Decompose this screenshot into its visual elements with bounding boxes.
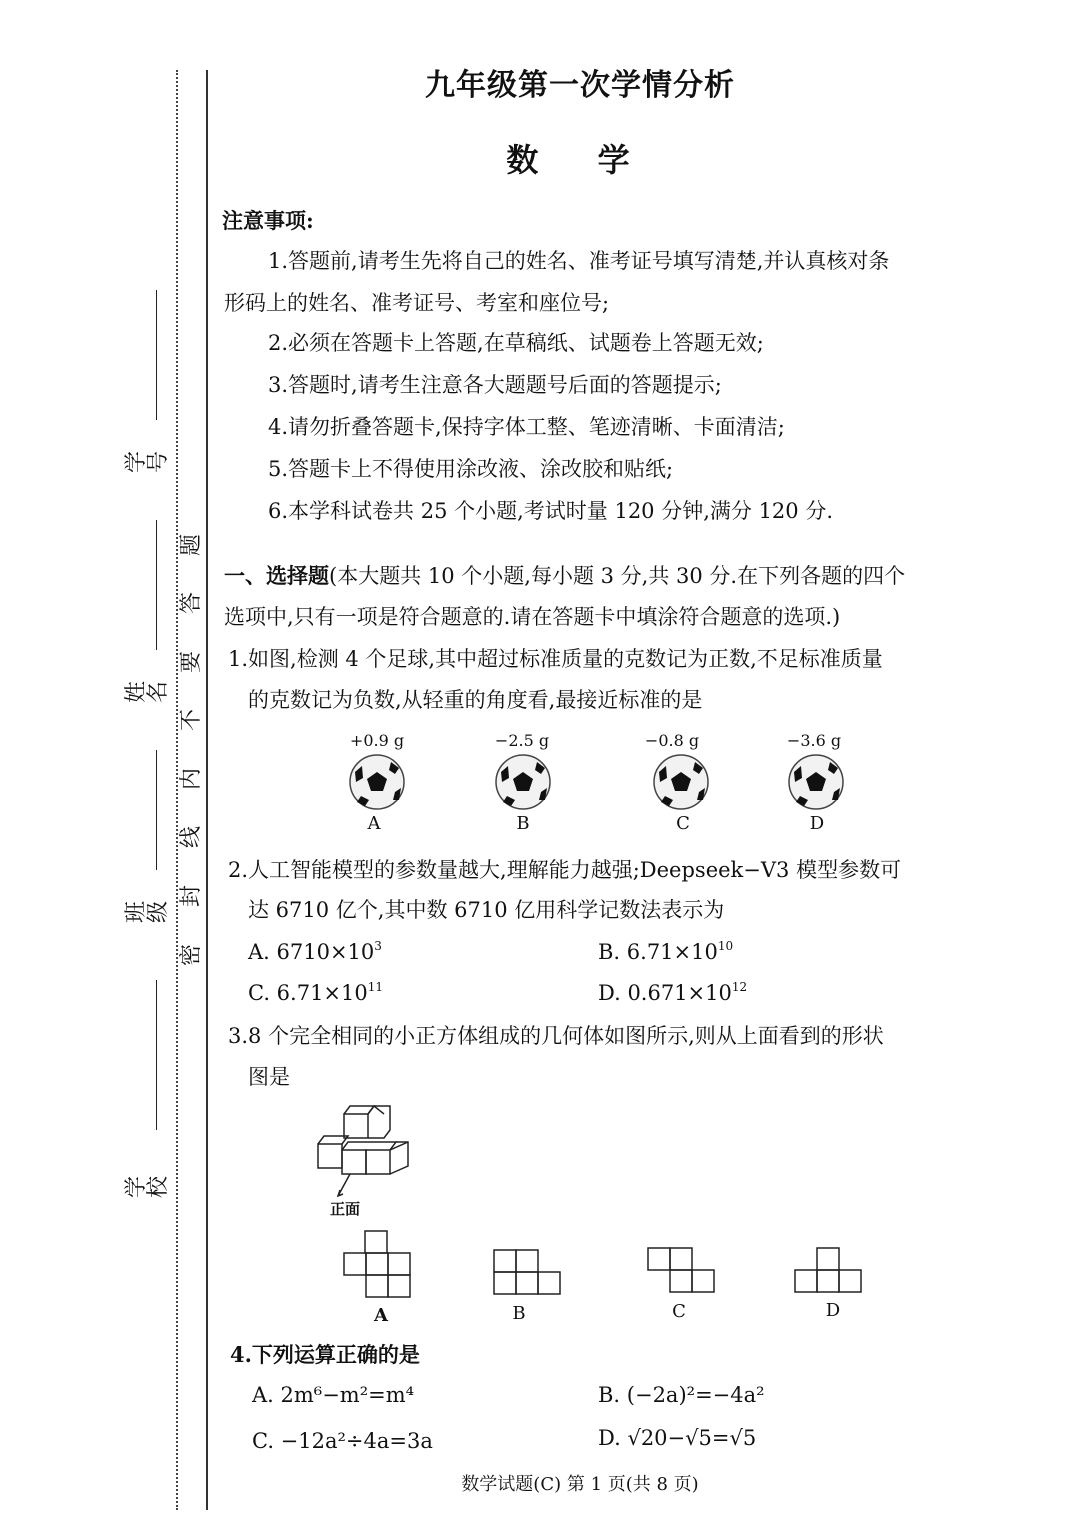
option-letter: D [825, 1300, 841, 1321]
option-letter: C [672, 1301, 686, 1322]
q2-option-b: B. $6.71\times 10^{10}$ [598, 939, 734, 964]
notice-line: 形码上的姓名、准考证号、考室和座位号; [224, 291, 610, 315]
q2-option-d: D. $0.671\times 10^{12}$ [598, 980, 748, 1005]
q3-stem: 图是 [248, 1065, 290, 1089]
field-underline [156, 750, 157, 870]
q4-option-a: A. 2m⁶−m²=m⁴ [252, 1383, 415, 1407]
field-underline [156, 520, 157, 650]
ball-letter: A [367, 813, 381, 834]
seal-char: 封 [179, 885, 204, 908]
q2-option-c: C. $6.71\times 10^{11}$ [248, 980, 384, 1005]
seal-char: 线 [179, 826, 204, 849]
ball-mass: −3.6 g [786, 731, 842, 750]
q3-stem: 3.8 个完全相同的小正方体组成的几何体如图所示,则从上面看到的形状 [228, 1024, 884, 1048]
notice-line: 2.必须在答题卡上答题,在草稿纸、试题卷上答题无效; [268, 331, 764, 355]
option-letter: B [512, 1303, 526, 1324]
option-grid-c [647, 1247, 717, 1295]
soccer-ball-image [347, 752, 407, 812]
notice-line: 4.请勿折叠答题卡,保持字体工整、笔迹清晰、卡面清洁; [268, 415, 785, 439]
ball-mass: −2.5 g [494, 731, 550, 750]
section1-line1: 一、选择题(本大题共 10 个小题,每小题 3 分,共 30 分.在下列各题的四个 [224, 563, 906, 588]
soccer-ball-image [651, 752, 711, 812]
notice-line: 6.本学科试卷共 25 个小题,考试时量 120 分钟,满分 120 分. [268, 499, 833, 523]
subject-title: 数 学 [506, 141, 654, 179]
notice-line: 5.答题卡上不得使用涂改液、涂改胶和贴纸; [268, 457, 674, 481]
option-letter: A [374, 1305, 388, 1326]
seal-char: 不 [179, 709, 204, 732]
field-label-school: 学校 [124, 1176, 171, 1199]
section1-heading: 一、选择题 [224, 563, 329, 588]
exam-title: 九年级第一次学情分析 [425, 68, 735, 103]
ball-letter: D [809, 813, 825, 834]
field-underline [156, 290, 157, 420]
q4-option-c: C. −12a²÷4a=3a [252, 1429, 433, 1453]
q2-stem: 达 6710 亿个,其中数 6710 亿用科学记数法表示为 [248, 898, 725, 922]
option-grid-b [493, 1249, 563, 1297]
seal-char: 内 [179, 768, 204, 791]
field-label-name: 姓名 [124, 681, 171, 704]
solid-binding-line [206, 70, 208, 1510]
field-label-student-id: 学号 [124, 451, 171, 474]
page-footer: 数学试题(C) 第 1 页(共 8 页) [461, 1474, 699, 1495]
notice-heading: 注意事项: [222, 208, 314, 233]
option-grid-a [343, 1230, 418, 1298]
notice-line: 3.答题时,请考生注意各大题题号后面的答题提示; [268, 373, 722, 397]
field-label-class: 班级 [124, 901, 171, 924]
ball-mass: −0.8 g [644, 731, 700, 750]
ball-letter: B [516, 813, 530, 834]
q1-stem: 1.如图,检测 4 个足球,其中超过标准质量的克数记为正数,不足标准质量 [228, 647, 883, 671]
field-underline [156, 980, 157, 1130]
ball-letter: C [676, 813, 690, 834]
seal-char: 题 [179, 534, 204, 557]
cube-stack-figure [310, 1100, 420, 1215]
seal-char: 密 [179, 944, 204, 967]
option-grid-d [794, 1247, 864, 1295]
section1-line2: 选项中,只有一项是符合题意的.请在答题卡中填涂符合题意的选项.) [224, 605, 841, 629]
front-label: 正面 [330, 1200, 361, 1218]
q2-stem: 2.人工智能模型的参数量越大,理解能力越强;Deepseek−V3 模型参数可 [228, 858, 902, 882]
notice-line: 1.答题前,请考生先将自己的姓名、准考证号填写清楚,并认真核对条 [268, 249, 890, 273]
seal-char: 答 [179, 592, 204, 615]
q1-stem: 的克数记为负数,从轻重的角度看,最接近标准的是 [248, 688, 703, 712]
q4-option-d: D. √20−√5=√5 [598, 1426, 757, 1450]
q2-option-a: A. $6710\times 10^3$ [248, 939, 382, 964]
binding-margin [0, 0, 215, 1537]
q4-stem: 4.下列运算正确的是 [230, 1342, 420, 1367]
seal-char: 要 [179, 651, 204, 674]
soccer-ball-image [786, 752, 846, 812]
q4-option-b: B. (−2a)²=−4a² [598, 1383, 765, 1407]
dotted-cut-line [176, 70, 178, 1510]
soccer-ball-image [493, 752, 553, 812]
ball-mass: +0.9 g [349, 731, 405, 750]
